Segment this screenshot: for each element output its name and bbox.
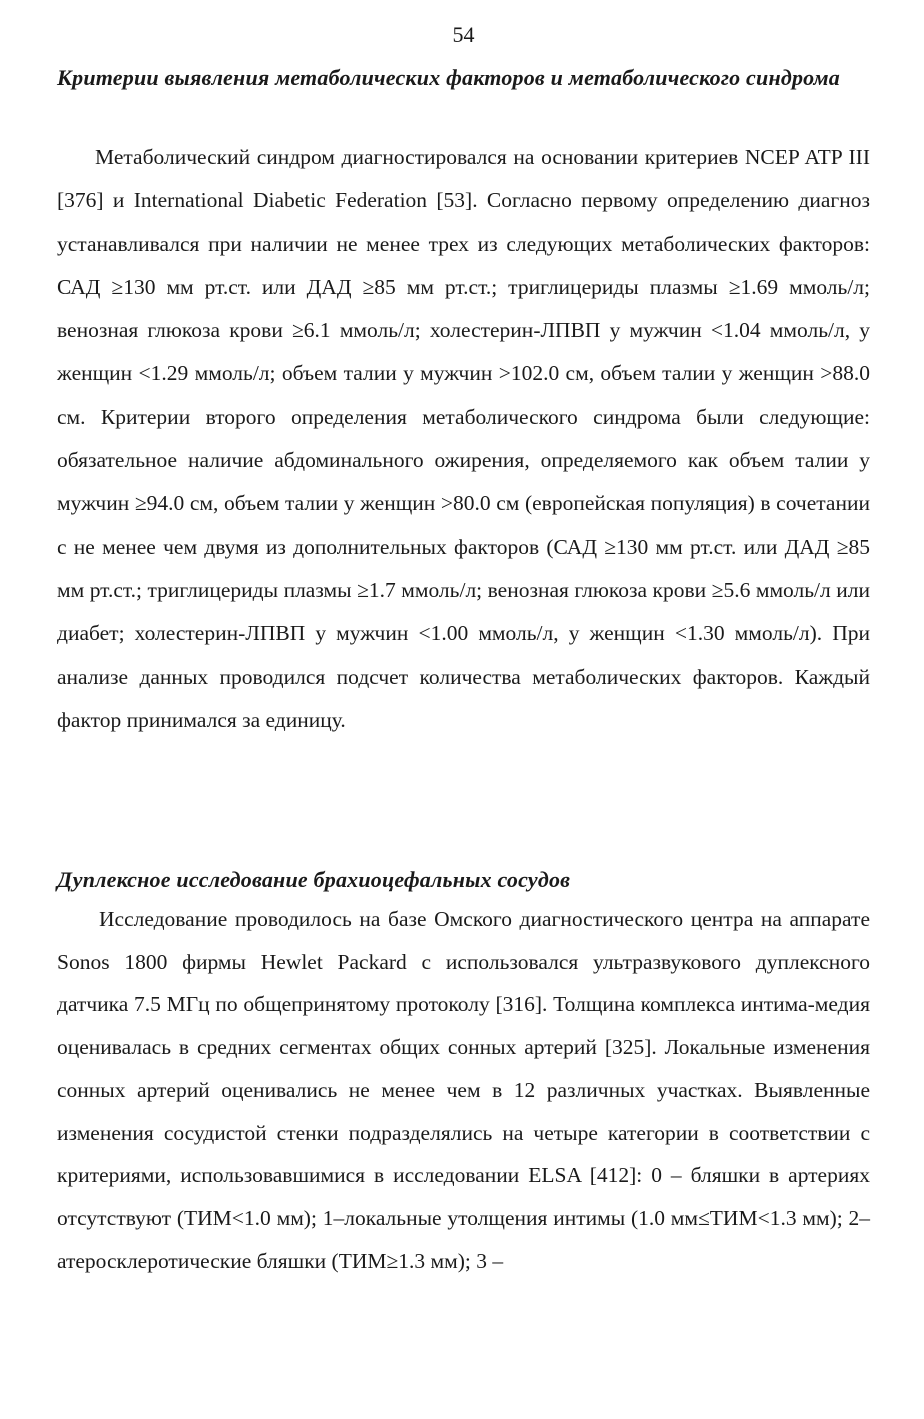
paragraph-metabolic-criteria: Метаболический синдром диагностировался на основании критериев NCEP ATP III [376] и International Diabetic Federation [53]. Согласно первому определению диагноз устанавливался при наличии не менее трех из следующих метаболических факторов: САД ≥130 мм рт.ст. или ДАД ≥85 мм рт.ст.; триглицериды плазмы ≥1.69 ммоль/л; венозная глюкоза крови ≥6.1 ммоль/л; холестерин-ЛПВП у мужчин <1.04 ммоль/л, у женщин <1.29 ммоль/л; объем талии у мужчин >102.0 см, объем талии у женщин >88.0 см. Критерии второго определения метаболического синдрома были следующие: обязательное наличие абдоминального ожирения, определяемого как объем талии у мужчин ≥94.0 см, объем талии у женщин >80.0 см (европейская популяция) в сочетании с не менее чем двумя из дополнительных факторов (САД ≥130 мм рт.ст. или ДАД ≥85 мм рт.ст.; триглицериды плазмы ≥1.7 ммоль/л; венозная глюкоза крови ≥5.6 ммоль/л или диабет; холестерин-ЛПВП у мужчин <1.00 ммоль/л, у женщин <1.30 ммоль/л). При анализе данных проводился подсчет количества метаболических факторов. Каждый фактор принимался за единицу.	[57, 145, 870, 732]
section-heading-metabolic-syndrome: Критерии выявления метаболических факторов и метаболического синдрома	[57, 65, 841, 90]
section-heading-duplex-study: Дуплексное исследование брахиоцефальных сосудов	[57, 867, 571, 892]
paragraph-duplex-study: Исследование проводилось на базе Омского диагностического центра на аппарате Sonos 1800 фирмы Hewlet Packard с использовался ультразвукового дуплексного датчика 7.5 МГц по общепринятому протоколу [316]. Толщина комплекса интима-медия оценивалась в средних сегментах общих сонных артерий [325]. Локальные изменения сонных артерий оценивались не менее чем в 12 различных участках. Выявленные изменения сосудистой стенки подразделялись на четыре категории в соответствии с критериями, использовавшимися в исследовании ELSA [412]: 0 – бляшки в артериях отсутствуют (ТИМ<1.0 мм); 1–локальные утолщения интимы (1.0 мм≤ТИМ<1.3 мм); 2–атеросклеротические бляшки (ТИМ≥1.3 мм); 3 –	[57, 907, 870, 1273]
page-number: 54	[452, 22, 475, 47]
